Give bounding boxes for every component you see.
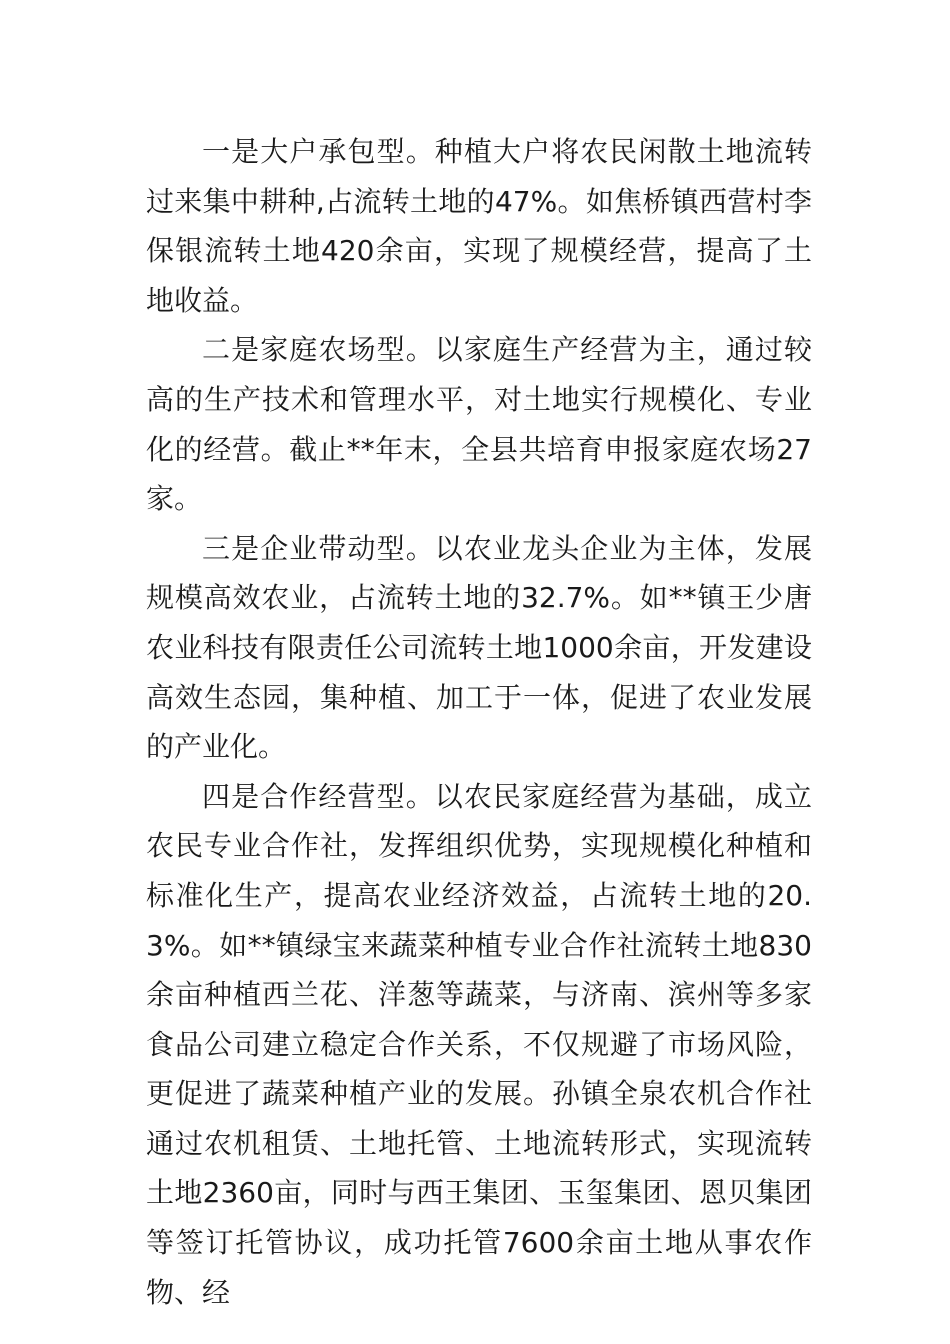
paragraph-family-farm: 二是家庭农场型。以家庭生产经营为主，通过较高的生产技术和管理水平，对土地实行规模化、专业化的经营。截止**年末，全县共培育申报家庭农场27家。: [146, 333, 812, 516]
paragraph-enterprise-driven: 三是企业带动型。以农业龙头企业为主体，发展规模高效农业，占流转土地的32.7%。如**镇王少唐农业科技有限责任公司流转土地1000余亩，开发建设高效生态园，集种植、加工于一体，促进了农业发展的产业化。: [146, 531, 812, 764]
paragraph-large-household-contracting: 一是大户承包型。种植大户将农民闲散土地流转过来集中耕种,占流转土地的47%。如焦桥镇西营村李保银流转土地420余亩，实现了规模经营，提高了土地收益。: [146, 135, 812, 317]
paragraph-cooperative-operation: 四是合作经营型。以农民家庭经营为基础，成立农民专业合作社，发挥组织优势，实现规模化种植和标准化生产，提高农业经济效益，占流转土地的20.3%。如**镇绿宝来蔬菜种植专业合作社流转土地830余亩种植西兰花、洋葱等蔬菜，与济南、滨州等多家食品公司建立稳定合作关系，不仅规避了市场风险，更促进了蔬菜种植产业的发展。孙镇全泉农机合作社通过农机租赁、土地托管、土地流转形式，实现流转土地2360亩，同时与西王集团、玉玺集团、恩贝集团等签订托管协议，成功托管7600余亩土地从事农作物、经: [146, 779, 812, 1309]
document-body: [146, 127, 812, 1317]
